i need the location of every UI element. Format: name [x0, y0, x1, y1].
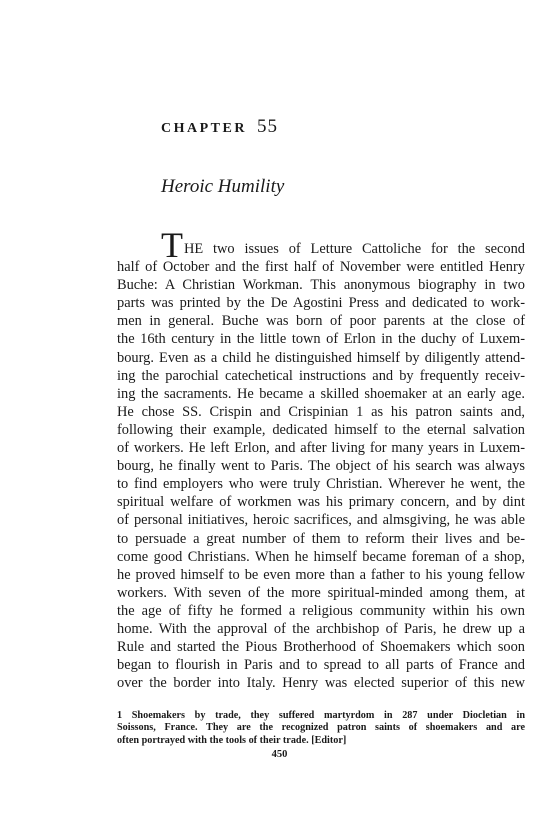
body-line: bourg, he finally went to Paris. The object of his search was always — [117, 458, 525, 475]
chapter-title: Heroic Humility — [161, 176, 285, 197]
body-line: Rule and started the Pious Brotherhood of Shoemakers which soon — [117, 639, 525, 656]
body-line: he proved himself to be even more than a father to his young fellow — [117, 566, 525, 583]
body-line: parts was printed by the De Agostini Press and dedicated to work- — [117, 295, 525, 312]
footnote-line: 1 Shoemakers by trade, they suffered martyrdom in 287 under Diocletian in — [117, 710, 525, 721]
body-line: to find employers who were truly Christian. Wherever he went, the — [117, 476, 525, 493]
body-line: ing the parochial catechetical instructions and by frequently receiv- — [117, 367, 525, 384]
body-line: of workers. He left Erlon, and after living for many years in Luxem- — [117, 440, 525, 457]
body-line: spiritual welfare of workmen was his primary concern, and by dint — [117, 494, 525, 511]
body-line: ing the sacraments. He became a skilled shoemaker at an early age. — [117, 385, 525, 402]
footnote — [117, 710, 525, 747]
body-line: workers. With seven of the more spiritual-minded among them, at — [117, 584, 525, 601]
body-line: bourg. Even as a child he distinguished himself by diligently attend- — [117, 349, 525, 366]
footnote-line: often portrayed with the tools of their trade. [Editor] — [117, 734, 347, 746]
chapter-number: 55 — [256, 116, 278, 137]
body-line-text: HE two issues of Letture Cattoliche for the second — [184, 241, 525, 257]
body-line: home. With the approval of the archbishop of Paris, he drew up a — [117, 620, 525, 637]
page-number: 450 — [271, 749, 288, 760]
body-line: the age of fifty he formed a religious community within his own — [117, 602, 525, 619]
chapter-heading — [161, 116, 278, 138]
body-line: to persuade a great number of them to reform their lives and be- — [117, 530, 525, 547]
body-line-first — [117, 225, 525, 265]
body-line: half of October and the first half of November were entitled Henry — [117, 259, 525, 276]
drop-cap: T — [161, 225, 183, 265]
body-line: began to flourish in Paris and to spread to all parts of France and — [117, 657, 525, 674]
body-text — [117, 225, 525, 692]
body-line: come good Christians. When he himself became foreman of a shop, — [117, 548, 525, 565]
body-line: following their example, dedicated himself to the eternal salvation — [117, 421, 525, 438]
body-line: of personal initiatives, heroic sacrifices, and almsgiving, he was able — [117, 512, 525, 529]
body-line: the 16th century in the little town of Erlon in the duchy of Luxem- — [117, 331, 525, 348]
body-line: men in general. Buche was born of poor parents at the close of — [117, 313, 525, 330]
body-line: He chose SS. Crispin and Crispinian 1 as his patron saints and, — [117, 403, 525, 420]
footnote-line: Soissons, France. They are the recognized patron saints of shoemakers and are — [117, 722, 525, 734]
body-line: over the border into Italy. Henry was elected superior of this new — [117, 675, 525, 692]
body-line: Buche: A Christian Workman. This anonymous biography in two — [117, 277, 525, 294]
chapter-label: CHAPTER — [161, 121, 247, 136]
